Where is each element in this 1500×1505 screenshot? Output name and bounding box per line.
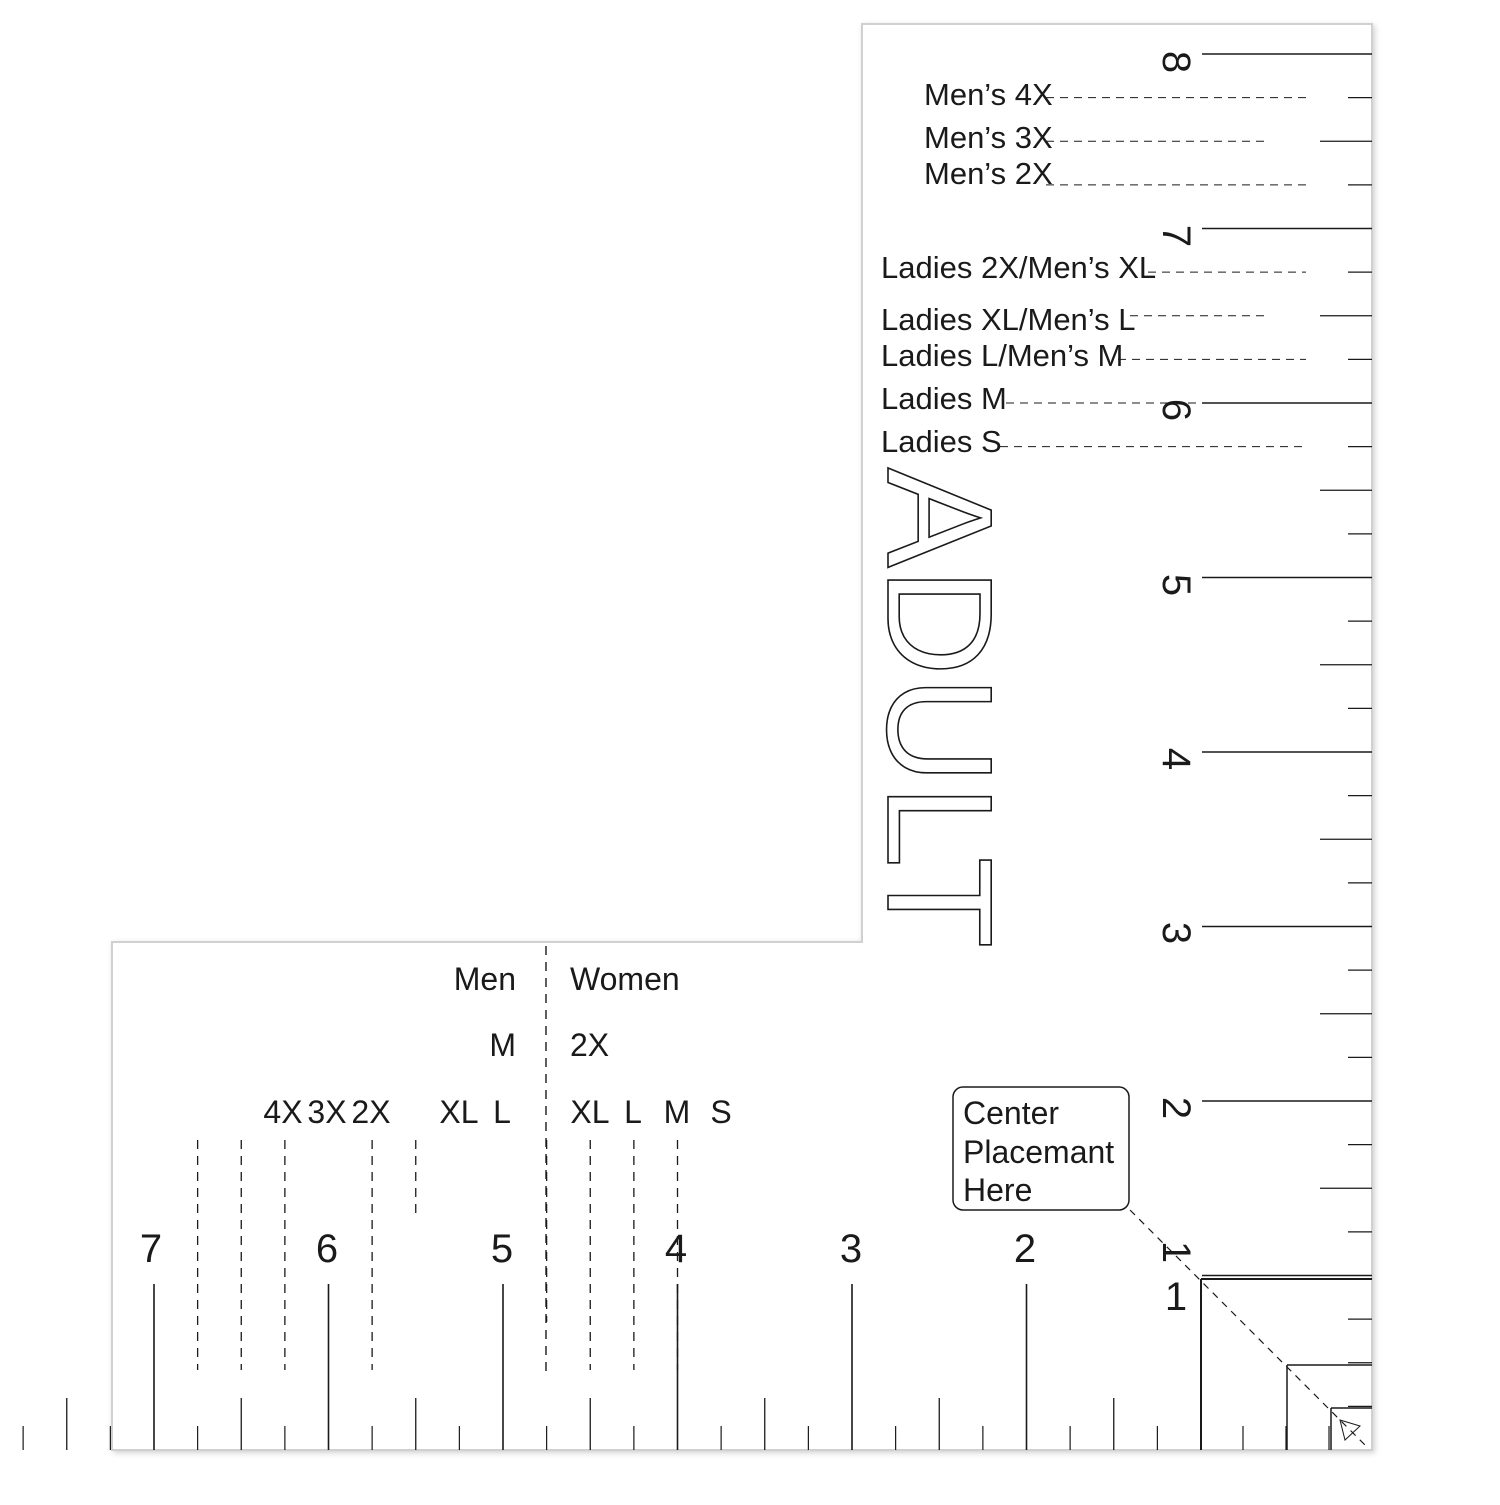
women-size-s: S xyxy=(710,1094,732,1130)
size-label-mens-4x: Men’s 4X xyxy=(924,77,1053,112)
size-label-ladies-l-mens-m: Ladies L/Men’s M xyxy=(881,338,1124,373)
size-label-ladies-xl-mens-l: Ladies XL/Men’s L xyxy=(881,302,1136,337)
vertical-number-4: 4 xyxy=(1154,747,1198,771)
adult-label: ADULT xyxy=(856,467,1024,949)
men-size-l: L xyxy=(493,1094,511,1130)
men-upper-size: M xyxy=(489,1027,516,1063)
vertical-number-2: 2 xyxy=(1154,1096,1198,1120)
men-size-3x: 3X xyxy=(307,1094,347,1130)
corner-number-1: 1 xyxy=(1164,1275,1188,1319)
horizontal-number-7: 7 xyxy=(139,1227,163,1271)
vertical-number-7: 7 xyxy=(1154,224,1198,248)
men-size-4x: 4X xyxy=(263,1094,303,1130)
center-box-line-3: Here xyxy=(963,1172,1033,1208)
vertical-number-6: 6 xyxy=(1154,398,1198,422)
women-upper-size: 2X xyxy=(570,1027,610,1063)
women-size-l: L xyxy=(624,1094,642,1130)
horizontal-number-4: 4 xyxy=(664,1227,688,1271)
vertical-number-3: 3 xyxy=(1154,921,1198,945)
vertical-number-8: 8 xyxy=(1154,50,1198,74)
men-size-xl: XL xyxy=(439,1094,479,1130)
vertical-number-5: 5 xyxy=(1154,573,1198,597)
women-size-m: M xyxy=(663,1094,691,1130)
size-label-mens-2x: Men’s 2X xyxy=(924,156,1053,191)
size-label-ladies-m: Ladies M xyxy=(881,381,1007,416)
size-label-mens-3x: Men’s 3X xyxy=(924,120,1053,155)
vertical-number-1: 1 xyxy=(1154,1240,1198,1264)
men-size-2x: 2X xyxy=(351,1094,391,1130)
size-label-ladies-2x-mens-xl: Ladies 2X/Men’s XL xyxy=(881,250,1157,285)
horizontal-number-6: 6 xyxy=(315,1227,339,1271)
women-heading: Women xyxy=(570,961,680,997)
center-box-line-2: Placemant xyxy=(963,1134,1115,1170)
horizontal-number-2: 2 xyxy=(1013,1227,1037,1271)
men-heading: Men xyxy=(453,961,516,997)
women-size-xl: XL xyxy=(570,1094,610,1130)
horizontal-number-3: 3 xyxy=(839,1227,863,1271)
size-label-ladies-s: Ladies S xyxy=(881,424,1002,459)
center-box-line-1: Center xyxy=(963,1095,1060,1131)
center-placement-box xyxy=(953,1087,1129,1210)
horizontal-number-5: 5 xyxy=(490,1227,514,1271)
